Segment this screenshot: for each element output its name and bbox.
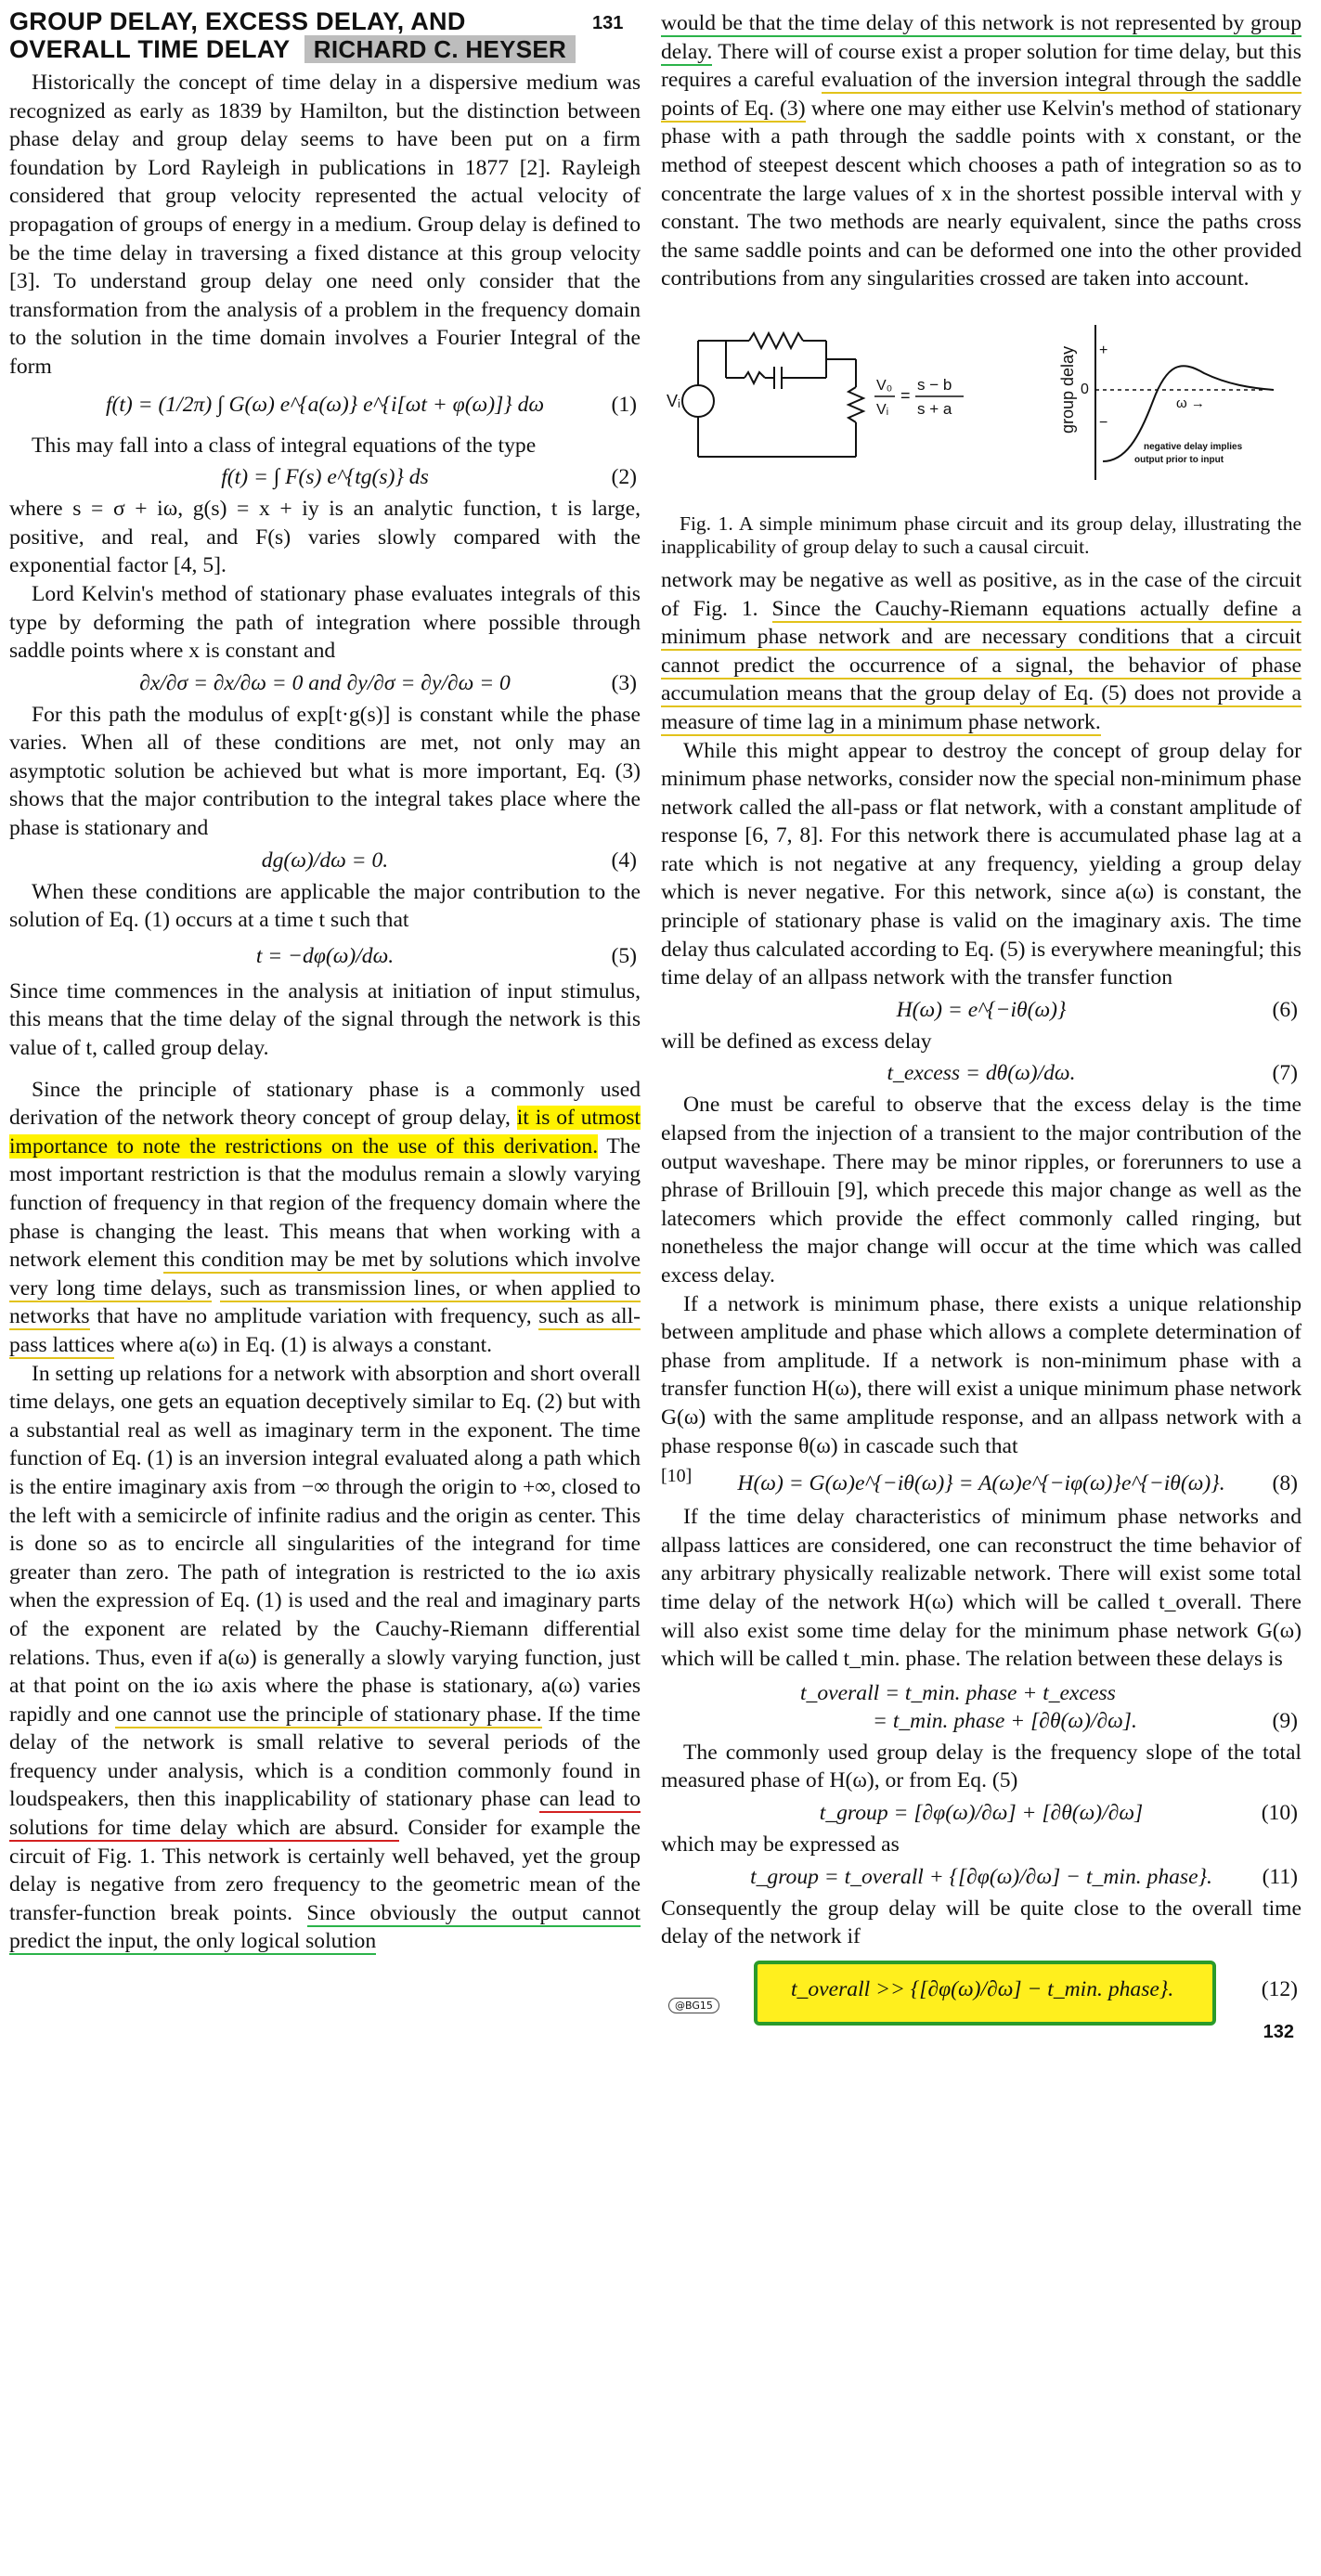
equation-1-body: f(t) = (1/2π) ∫ G(ω) e^{a(ω)} e^{i[ωt + φ(ω)]} dω (105, 392, 545, 417)
fig-plus: + (1099, 342, 1108, 358)
fig-minus: − (1099, 414, 1108, 431)
right-paragraph-6: If a network is minimum phase, there exists a unique relationship between amplitude and phase which allows a complete determination of phase from amplitude. If a network is non-minimum phase with a transfer function H(ω), there will exist a unique minimum phase network G(ω) with the same amplitude response, and an allpass network with a phase response θ(ω) in cascade such that (661, 1291, 1302, 1458)
p8-text-a: Since the principle of stationary phase is a commonly used derivation of the network theory concept of group delay, (9, 1077, 641, 1131)
equation-7-body: t_excess = dθ(ω)/dω. (887, 1061, 1076, 1086)
equation-9 (661, 1674, 1302, 1739)
right-paragraph-1 (661, 9, 1302, 293)
equation-10 (661, 1795, 1302, 1831)
equation-7-number: (7) (1272, 1061, 1298, 1086)
reference-10: [10] (661, 1466, 693, 1487)
fig-axis-x-label: ω → (1176, 395, 1205, 411)
left-paragraph-9 (9, 1360, 641, 1956)
rp1-text-b: where one may either use Kelvin's method of stationary phase with a path through the saddle points with x constant, or the method of steepest descent which chooses a path of integration so as to concentrate the large values of x in the shortest possible interval with y constant. The two methods are nearly equivalent, since the paths cross the same saddle points and can be deformed one into the other provided contributions from any singularities crossed are taken into account. (661, 96, 1302, 291)
equation-8-number: (8) (1272, 1471, 1298, 1496)
equation-11 (661, 1859, 1302, 1895)
equation-11-number: (11) (1262, 1864, 1298, 1889)
left-paragraph-8 (9, 1076, 641, 1360)
right-paragraph-4: will be defined as excess delay (661, 1029, 932, 1054)
equation-9-line-a: t_overall = t_min. phase + t_excess (800, 1680, 1116, 1705)
equation-4 (9, 843, 641, 878)
underline-saddle-points: evaluation of the inversion integral through the saddle points of Eq. (3) (661, 68, 1302, 121)
underline-all-pass: such as all-pass lattices (9, 1304, 641, 1357)
equation-12 (661, 1961, 1302, 2042)
equation-7 (661, 1055, 1302, 1091)
underline-cannot-use: one cannot use the principle of stationary phase. (115, 1702, 542, 1727)
equation-9-number: (9) (1272, 1708, 1298, 1733)
fig-ratio-den: Vᵢ (876, 401, 889, 418)
underline-not-group-delay: would be that the time delay of this network is not represented by group delay. (661, 11, 1302, 64)
title-text-1: GROUP DELAY, EXCESS DELAY, AND (9, 7, 466, 35)
equation-3 (9, 666, 641, 701)
fig-note-2: output prior to input (1134, 454, 1224, 465)
title-line-2 (9, 35, 641, 63)
underline-long-delays: this condition may be met by solutions which involve very long time delays, (9, 1248, 641, 1301)
figure-1-caption: Fig. 1. A simple minimum phase circuit and its group delay, illustrating the inapplicability of group delay to such a causal circuit. (661, 511, 1302, 558)
equation-2 (9, 460, 641, 495)
equation-9-line-b: = t_min. phase + [∂θ(ω)/∂ω]. (873, 1708, 1137, 1733)
right-column (661, 0, 1302, 2042)
equation-5-body: t = −dφ(ω)/dω. (255, 943, 395, 968)
fig-note-1: negative delay implies (1144, 441, 1243, 452)
stamp-badge: @BG15 (668, 1998, 719, 2013)
equation-1 (9, 382, 641, 432)
fig-axis-y-label: group delay (1058, 345, 1077, 434)
p8-text-b: The most important restriction is that the modulus remain a slowly varying function of frequency in that region of the frequency domain where the phase is changing the least. This means that when working with a network element (9, 1133, 641, 1273)
page-number-top: 131 (592, 13, 624, 33)
left-paragraph-5: For this path the modulus of exp[t·g(s)] is constant while the phase varies. When all of these conditions are met, not only may an asymptotic solution be achieved but what is more important, Eq. (3) shows that the major contribution to the integral takes place where the phase is stationary and (9, 702, 641, 841)
p8-text-c: that have no amplitude variation with frequency, (97, 1304, 532, 1329)
equation-5-number: (5) (611, 943, 637, 968)
underline-absurd: can lead to solutions for time delay which are absurd. (9, 1787, 641, 1841)
underline-logical-solution: Since obviously the output cannot predict the input, the only logical solution (9, 1900, 641, 1954)
equation-4-body: dg(ω)/dω = 0. (261, 848, 389, 873)
fig-transfer-den: s + a (917, 399, 952, 418)
right-paragraph-2 (661, 566, 1302, 737)
underline-cauchy-riemann: Since the Cauchy-Riemann equations actually define a minimum phase network and are necessary conditions that a circuit cannot predict the occurrence of a signal, the behavior of phase accumulation means that the group delay of Eq. (5) does not provide a measure of time lag in a minimum phase network. (661, 596, 1302, 734)
equation-1-number: (1) (611, 392, 637, 417)
left-paragraph-7: Since time commences in the analysis at initiation of input stimulus, this means that the time delay of the signal through the network is this value of t, called group delay. (9, 978, 641, 1061)
p9-text-a: In setting up relations for a network with absorption and short overall time delays, one gets an equation deceptively similar to Eq. (2) but with a substantial real as well as imaginary term in the exponent. The time function of Eq. (1) is an inversion integral evaluated along a path which is the entire imaginary axis from −∞ through the origin to +∞, closed to the left with a semicircle of infinite radius and the origin as center. This is done so as to encircle all singularities of the integrand for time greater than zero. The path of integration is restricted to the iω axis when the expression of Eq. (1) is used and the real and imaginary parts of the exponent are related by the Cauchy-Riemann differential relations. Thus, even if a(ω) is generally a slowly varying function, just at that point on the iω axis where the phase is stationary, a(ω) varies rapidly and (9, 1361, 641, 1727)
author-name: RICHARD C. HEYSER (304, 35, 576, 63)
fig-ratio-num: V₀ (876, 377, 893, 394)
p9-text-b: If the time delay of the network is small relative to (9, 1702, 641, 1755)
left-paragraph-3: where s = σ + iω, g(s) = x + iy is an analytic function, t is large, positive, and real, and F(s) varies slowly compared with the exponential factor [4, 5]. (9, 497, 641, 578)
equation-11-body: t_group = t_overall + {[∂φ(ω)/∂ω] − t_min. phase}. (750, 1864, 1212, 1889)
equation-10-number: (10) (1261, 1800, 1298, 1825)
equation-8-body: H(ω) = G(ω)e^{−iθ(ω)} = A(ω)e^{−iφ(ω)}e^{−iθ(ω)}. (737, 1471, 1225, 1496)
equation-2-body: f(t) = ∫ F(s) e^{tg(s)} ds (221, 465, 429, 490)
equation-6 (661, 992, 1302, 1028)
equation-4-number: (4) (611, 848, 637, 873)
figure-1 (661, 308, 1302, 494)
equation-12-number: (12) (1261, 1976, 1298, 2001)
right-paragraph-9: which may be expressed as (661, 1832, 900, 1857)
right-paragraph-5: One must be careful to observe that the excess delay is the time elapsed from the injection of a transient to the major contribution of the output waveshape. There may be minor ripples, or forerunners to use a phrase of Brillouin [9], which precede this major change as well as the latecomers which provide the effect commonly called ringing, but nonetheless the major change will occur at the time which was called excess delay. (661, 1093, 1302, 1288)
equation-6-body: H(ω) = e^{−iθ(ω)} (896, 997, 1067, 1022)
fig-input-label: Vᵢ (667, 391, 680, 410)
highlight-restrictions: it is of utmost importance to note the restrictions on the use of this derivation. (9, 1106, 641, 1159)
equation-2-number: (2) (611, 465, 637, 490)
equation-3-body: ∂x/∂σ = ∂x/∂ω = 0 and ∂y/∂σ = ∂y/∂ω = 0 (139, 670, 511, 695)
fig-transfer-num: s − b (917, 375, 952, 394)
right-paragraph-7: If the time delay characteristics of minimum phase networks and allpass lattices are considered, one can reconstruct the time behavior of any arbitrary physically realizable network. There will exist some total time delay of the network H(ω) which will be called t_overall. There will also exist some time delay for the minimum phase network G(ω) which will be called t_min. phase. The relation between these delays is (661, 1505, 1302, 1672)
fig-zero: 0 (1081, 381, 1089, 397)
equation-6-number: (6) (1272, 997, 1298, 1022)
page-number-bottom: 132 (1263, 2021, 1294, 2042)
left-paragraph-4: Lord Kelvin's method of stationary phase evaluates integrals of this type by deforming the path of integration where possible through saddle points where x is constant and (9, 581, 641, 664)
figure-1-drawing (661, 308, 1302, 494)
p9-text-d: Consider for example the circuit of Fig. 1. This network is certainly well behaved, yet the group delay is negative from zero frequency to the geometric mean of the transfer-function break points. (9, 1816, 641, 1925)
rp2-text-a: network may be negative as well as positive, as in the case of the circuit of Fig. 1. (661, 567, 1302, 621)
right-paragraph-3: While this might appear to destroy the concept of group delay for minimum phase networks, consider now the special non-minimum phase network called the all-pass or flat network, with a constant amplitude of response [6, 7, 8]. For this network there is accumulated phase lag at a rate which is not negative at any frequency, yielding a group delay which is never negative. For this network, since a(ω) is constant, the principle of stationary phase is valid on the imaginary axis. The time delay thus calculated according to Eq. (5) is everywhere meaningful; this time delay of an allpass network with the transfer function (661, 738, 1302, 990)
title-line-1 (9, 7, 641, 35)
left-column (9, 0, 641, 1956)
left-paragraph-1: Historically the concept of time delay in a dispersive medium was recognized as early as 1839 by Hamilton, but the distinction between phase delay and group delay seems to have been put on a firm foundation by Lord Rayleigh in publications in 1877 [2]. Rayleigh considered that group velocity represented the actual velocity of propagation of groups of energy in a medium. Group delay is defined to be the time delay in traversing a fixed distance at this group velocity [3]. To understand group delay one need only consider that the transformation from the analysis of a problem in the frequency domain to the solution in the time domain involves a Fourier Integral of the form (9, 71, 641, 379)
right-paragraph-8: The commonly used group delay is the frequency slope of the total measured phase of H(ω), or from Eq. (5) (661, 1740, 1302, 1793)
equation-3-number: (3) (611, 670, 637, 695)
right-paragraph-10: Consequently the group delay will be quite close to the overall time delay of the network if (661, 1896, 1302, 1949)
equation-12-body: t_overall >> {[∂φ(ω)/∂ω] − t_min. phase}. (791, 1976, 1174, 2001)
equation-5 (9, 935, 641, 977)
title-text-2: OVERALL TIME DELAY (9, 35, 290, 63)
equation-8 (661, 1460, 1302, 1503)
equation-10-body: t_group = [∂φ(ω)/∂ω] + [∂θ(ω)/∂ω] (819, 1800, 1144, 1825)
left-paragraph-2: This may fall into a class of integral equations of the type (32, 433, 537, 458)
underline-transmission-lines: such as transmission lines, or when applied to networks (9, 1275, 641, 1329)
p8-text-d: where a(ω) in Eq. (1) is always a constant. (120, 1332, 493, 1357)
p9-text-c: several periods of the frequency under analysis, which is a condition commonly found in loudspeakers, then this inapplicability of stationary phase (9, 1730, 641, 1812)
left-paragraph-6: When these conditions are applicable the major contribution to the solution of Eq. (1) occurs at a time t such that (9, 879, 641, 933)
rp1-text-a: There will of course exist a proper solution for time delay, but this requires a careful (661, 39, 1302, 93)
svg-text:=: = (900, 385, 911, 405)
